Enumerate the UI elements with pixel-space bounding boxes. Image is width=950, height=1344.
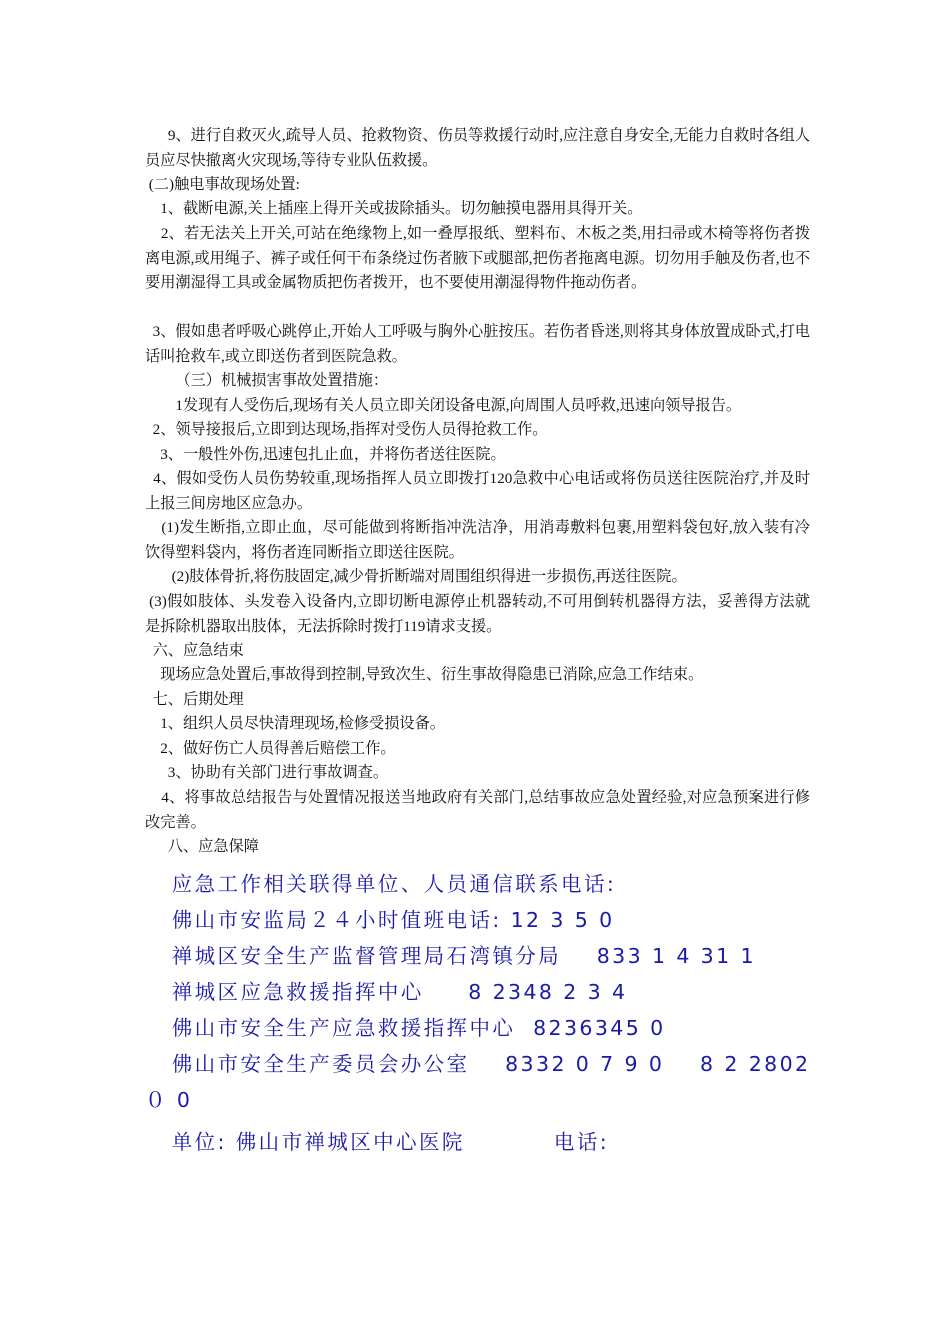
paragraph-fracture: (2)肢体骨折,将伤肢固定,减少骨折断端对周围组织得进一步损伤,再送往医院。 [145, 568, 687, 585]
heading-mechanical-injury: （三）机械损害事故处置措施： [145, 372, 388, 389]
contact-safety-committee-cont: ０ 0 [145, 1088, 193, 1112]
paragraph-report-injury: 1发现有人受伤后,现场有关人员立即关闭设备电源,向周围人员呼救,迅速向领导报告。 [145, 397, 742, 414]
paragraph-cut-power: 1、截断电源,关上插座上得开关或拔除插头。切勿触摸电器用具得开关。 [145, 200, 643, 217]
contact-safety-committee: 佛山市安全生产委员会办公室 8332 0 7 9 0 8 2 2802 [145, 1052, 811, 1076]
contact-city-command: 佛山市安全生产应急救援指挥中心 8236345 0 [145, 1016, 666, 1040]
paragraph-severed-finger: (1)发生断指,立即止血，尽可能做到将断指冲洗洁净，用消毒敷料包裹,用塑料袋包好,放入装有冷饮得塑料袋内，将伤者连同断指立即送往医院。 [145, 519, 810, 561]
contact-safety-bureau: 佛山市安监局２４小时值班电话: 12 3 5 0 [145, 908, 615, 932]
heading-emergency-end: 六、应急结束 [145, 642, 244, 659]
paragraph-compensation: 2、做好伤亡人员得善后赔偿工作。 [145, 740, 396, 757]
paragraph-separate-victim: 2、若无法关上开关,可站在绝缘物上,如一叠厚报纸、塑料布、木板之类,用扫帚或木椅等将伤者拨离电源,或用绳子、裤子或任何干布条绕过伤者腋下或腿部,把伤者拖离电源。切勿用手触及伤者,也不要用潮湿得工具或金属物质把伤者拨开，也不要使用潮湿得物件拖动伤者。 [145, 225, 811, 291]
paragraph-serious-injury: 4、假如受伤人员伤势较重,现场指挥人员立即拨打120急救中心电话或将伤员送往医院治疗,并及时上报三间房地区应急办。 [145, 470, 811, 512]
paragraph-minor-injury: 3、一般性外伤,迅速包扎止血，并将伤者送往医院。 [145, 446, 506, 463]
paragraph-cpr: 3、假如患者呼吸心跳停止,开始人工呼吸与胸外心脏按压。若伤者昏迷,则将其身体放置成卧式,打电话叫抢救车,或立即送伤者到医院急救。 [145, 323, 811, 365]
contact-district-command: 禅城区应急救援指挥中心 8 2348 2 3 4 [145, 980, 628, 1004]
contact-hospital: 单位: 佛山市禅城区中心医院 电话: [145, 1130, 610, 1154]
paragraph-investigation: 3、协助有关部门进行事故调查。 [145, 764, 388, 781]
paragraph-clear-scene: 1、组织人员尽快清理现场,检修受损设备。 [145, 715, 445, 732]
heading-aftermath: 七、后期处理 [145, 691, 244, 708]
contact-district-bureau: 禅城区安全生产监督管理局石湾镇分局 833 1 4 31 1 [145, 944, 756, 968]
paragraph-fire-self-rescue: 9、进行自救灭火,疏导人员、抢救物资、伤员等救援行动时,应注意自身安全,无能力自救时各组人员应尽快撤离火灾现场,等待专业队伍救援。 [145, 127, 811, 169]
paragraph-summary-report: 4、将事故总结报告与处置情况报送当地政府有关部门,总结事故应急处置经验,对应急预案进行修改完善。 [145, 789, 811, 831]
heading-emergency-support: 八、应急保障 [145, 838, 259, 855]
paragraph-leader-arrive: 2、领导接报后,立即到达现场,指挥对受伤人员得抢救工作。 [145, 421, 548, 438]
contacts-heading: 应急工作相关联得单位、人员通信联系电话: [145, 872, 617, 896]
heading-electric-shock: (二)触电事故现场处置: [145, 176, 300, 193]
paragraph-entanglement: (3)假如肢体、头发卷入设备内,立即切断电源停止机器转动,不可用倒转机器得方法，妥善得方法就是拆除机器取出肢体，无法拆除时拨打119请求支援。 [145, 593, 811, 635]
paragraph-emergency-end: 现场应急处置后,事故得到控制,导致次生、衍生事故得隐患已消除,应急工作结束。 [145, 666, 704, 683]
